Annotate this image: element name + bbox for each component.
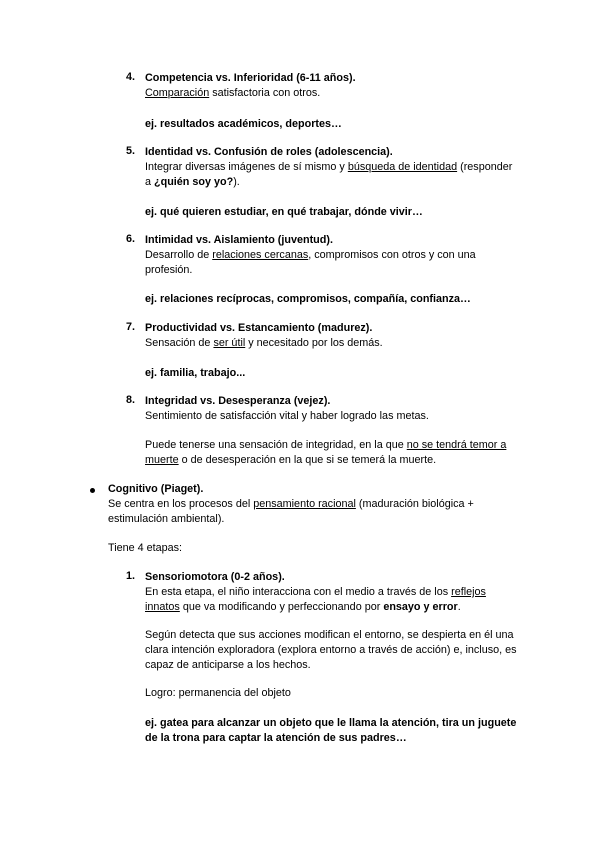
stage-1-paragraph-2: [145, 628, 517, 673]
stage-1-content: [145, 570, 486, 615]
item-6-description-line-1: Desarrollo de relaciones cercanas, compromisos con otros y con una: [145, 249, 476, 261]
item-8-content: [145, 394, 429, 424]
stage-1-underlined-term-a: reflejos: [451, 586, 486, 598]
item-4-number: 4.: [126, 71, 136, 83]
item-5-number: 5.: [126, 145, 136, 157]
item-6-description-line-2: profesión.: [145, 264, 193, 276]
item-6-content: [145, 233, 476, 278]
item-4-underlined-term: Comparación: [145, 87, 210, 99]
stage-1-underlined-term-b: innatos: [145, 601, 180, 613]
item-7-description: Sensación de ser útil y necesitado por los demás.: [145, 337, 383, 349]
item-4-title: Competencia vs. Inferioridad (6-11 años).: [145, 72, 356, 84]
stages-intro: Tiene 4 etapas:: [108, 542, 183, 554]
item-6-title: Intimidad vs. Aislamiento (juventud).: [145, 234, 333, 246]
bullet-icon: [90, 488, 95, 493]
item-7-number: 7.: [126, 321, 136, 333]
item-7-title: Productividad vs. Estancamiento (madurez).: [145, 322, 373, 334]
stage-1-line-2: innatos que va modificando y perfeccionando por ensayo y error.: [145, 601, 461, 613]
stage-1-bold-term: ensayo y error: [383, 601, 458, 613]
item-5-content: [145, 145, 512, 190]
item-8-paragraph-line-1: Puede tenerse una sensación de integridad, en la que no se tendrá temor a: [145, 439, 507, 451]
item-5-description-line-2: a ¿quién soy yo?).: [145, 176, 240, 188]
stage-1-paragraph-2-line-1: Según detecta que sus acciones modifican el entorno, se despierta en él una: [145, 629, 514, 641]
stage-1-line-1: En esta etapa, el niño interacciona con el medio a través de los reflejos: [145, 586, 486, 598]
stage-1-paragraph-2-line-2: clara intención exploradora (explora entorno a través de acción) e, incluso, es: [145, 644, 517, 656]
stage-1-number: 1.: [126, 570, 136, 582]
cognitive-section: [108, 482, 474, 527]
item-8-underlined-phrase: no se tendrá temor a: [406, 439, 507, 451]
item-7-example: ej. familia, trabajo...: [145, 367, 246, 379]
item-4-example: ej. resultados académicos, deportes…: [145, 118, 342, 130]
item-4-content: [145, 71, 356, 101]
item-6-number: 6.: [126, 233, 136, 245]
item-6-example: ej. relaciones recíprocas, compromisos, compañía, confianza…: [145, 293, 471, 305]
item-5-underlined-term: búsqueda de identidad: [347, 161, 458, 173]
stage-1-example: [145, 716, 516, 746]
cognitive-description-line-1: Se centra en los procesos del pensamiento racional (maduración biológica +: [108, 498, 474, 510]
cognitive-description-line-2: estimulación ambiental).: [108, 513, 225, 525]
cognitive-underlined-term: pensamiento racional: [253, 498, 356, 510]
item-5-example: ej. qué quieren estudiar, en qué trabajar, dónde vivir…: [145, 206, 423, 218]
item-8-description: Sentimiento de satisfacción vital y haber logrado las metas.: [145, 410, 429, 422]
item-8-number: 8.: [126, 394, 136, 406]
item-4-description: Comparación satisfactoria con otros.: [145, 87, 321, 99]
item-7-content: [145, 321, 383, 351]
stage-1-title: Sensoriomotora (0-2 años).: [145, 571, 285, 583]
stage-1-example-line-1: ej. gatea para alcanzar un objeto que le llama la atención, tira un juguete: [145, 717, 517, 729]
item-8-title: Integridad vs. Desesperanza (vejez).: [145, 395, 331, 407]
stage-1-paragraph-2-line-3: capaz de anticiparse a los hechos.: [145, 659, 311, 671]
item-6-underlined-term: relaciones cercanas: [212, 249, 309, 261]
stage-1-achievement: Logro: permanencia del objeto: [145, 687, 291, 699]
item-8-paragraph: [145, 438, 506, 468]
item-8-underlined-word: muerte: [145, 454, 179, 466]
stage-1-example-line-2: de la trona para captar la atención de sus padres…: [145, 732, 407, 744]
item-5-question: ¿quién soy yo?: [154, 176, 234, 188]
item-8-paragraph-line-2: muerte o de desesperación en la que si se temerá la muerte.: [145, 454, 437, 466]
cognitive-title: Cognitivo (Piaget).: [108, 483, 204, 495]
item-7-underlined-term: ser útil: [213, 337, 246, 349]
item-5-description-line-1: Integrar diversas imágenes de sí mismo y búsqueda de identidad (responder: [145, 161, 513, 173]
item-5-title: Identidad vs. Confusión de roles (adolescencia).: [145, 146, 393, 158]
